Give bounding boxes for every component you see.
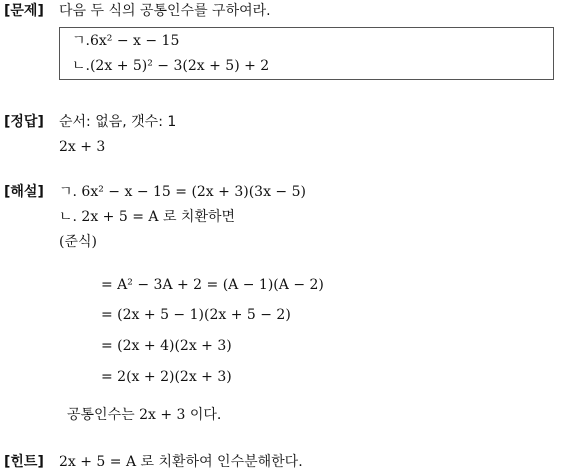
solution-step-2: = (2x + 5 − 1)(2x + 5 − 2): [101, 307, 291, 323]
solution-step-3: = (2x + 4)(2x + 3): [101, 338, 232, 354]
solution-line-2: ㄴ. 2x + 5 = A 로 치환하면: [59, 209, 236, 225]
answer-meta: 순서: 없음, 갯수: 1: [59, 114, 177, 130]
solution-line-1: ㄱ. 6x² − x − 15 = (2x + 3)(3x − 5): [59, 184, 306, 200]
hint-text: 2x + 5 = A 로 치환하여 인수분해한다.: [59, 454, 303, 470]
solution-step-1: = A² − 3A + 2 = (A − 1)(A − 2): [101, 277, 324, 293]
solution-line-3: (준식): [59, 234, 97, 250]
solution-label: [해설]: [4, 184, 44, 200]
answer-label: [정답]: [4, 114, 44, 130]
problem-question: 다음 두 식의 공통인수를 구하여라.: [59, 3, 271, 19]
answer-value: 2x + 3: [59, 139, 106, 155]
problem-item-1: ㄱ.6x² − x − 15: [72, 33, 180, 49]
solution-step-4: = 2(x + 2)(2x + 3): [101, 369, 232, 385]
problem-item-2: ㄴ.(2x + 5)² − 3(2x + 5) + 2: [72, 58, 270, 74]
solution-conclusion: 공통인수는 2x + 3 이다.: [67, 407, 222, 423]
hint-label: [힌트]: [4, 454, 44, 470]
problem-label: [문제]: [4, 3, 44, 19]
